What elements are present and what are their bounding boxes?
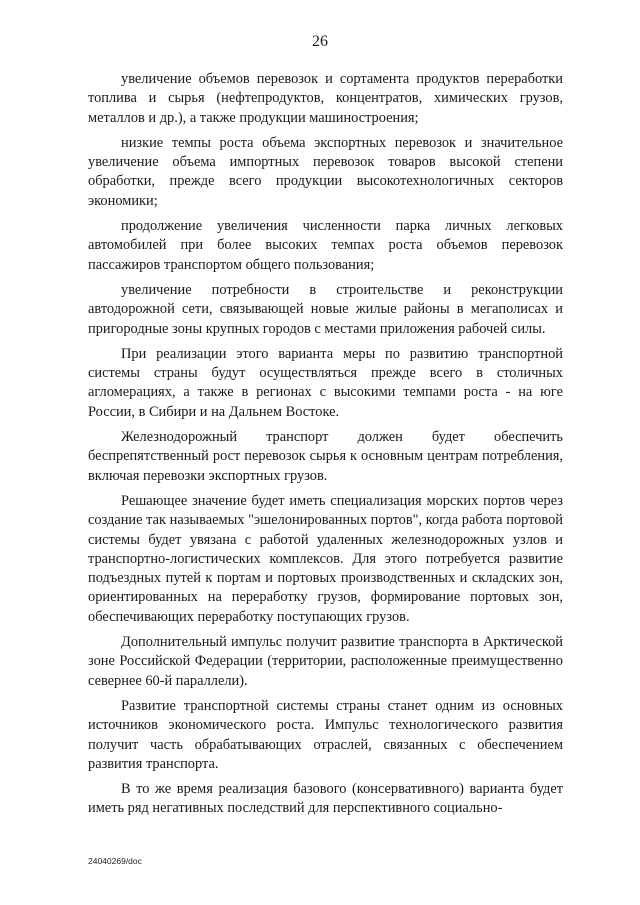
document-body [88, 70, 563, 825]
page-number: 26 [312, 33, 328, 50]
paragraph-1: увеличение объемов перевозок и сортамента продуктов переработки топлива и сырья (нефтепродуктов, концентратов, химических грузов, металлов и др.), а также продукции машиностроения; [88, 71, 563, 126]
paragraph-6: Железнодорожный транспорт должен будет обеспечить беспрепятственный рост перевозок сырья к основным центрам потребления, включая перевозки экспортных грузов. [88, 429, 563, 484]
paragraph-9: Развитие транспортной системы страны станет одним из основных источников экономического роста. Импульс технологического развития получит часть обрабатывающих отраслей, связанных с обеспечением развития транспорта. [88, 697, 563, 772]
paragraph-8: Дополнительный импульс получит развитие транспорта в Арктической зоне Российской Федерации (территории, расположенные преимущественно севернее 60-й параллели). [88, 634, 563, 689]
paragraph-2: низкие темпы роста объема экспортных перевозок и значительное увеличение объема импортных перевозок товаров высокой степени обработки, прежде всего продукции высокотехнологичных секторов экономики; [88, 134, 563, 209]
paragraph-7: Решающее значение будет иметь специализация морских портов через создание так называемых "эшелонированных портов", когда работа портовой системы будет увязана с работой удаленных железнодорожных узлов и транспортно-логистических комплексов. Для этого потребуется развитие подъездных путей к портам и портовых производственных и складских зон, ориентированных на переработку грузов, формирование портовых зон, обеспечивающих переработку поступающих грузов. [88, 492, 563, 625]
paragraph-5: При реализации этого варианта меры по развитию транспортной системы страны будут осуществляться прежде всего в столичных агломерациях, а также в регионах с высокими темпами роста - на юге России, в Сибири и на Дальнем Востоке. [88, 345, 563, 420]
document-code: 24040269/doc [88, 856, 142, 866]
paragraph-4: увеличение потребности в строительстве и реконструкции автодорожной сети, связывающей новые жилые районы в мегаполисах и пригородные зоны крупных городов с местами приложения рабочей силы. [88, 281, 563, 337]
paragraph-10: В то же время реализация базового (консервативного) варианта будет иметь ряд негативных последствий для перспективного социально- [88, 781, 563, 817]
paragraph-3: продолжение увеличения численности парка личных легковых автомобилей при более высоких темпах роста объемов перевозок пассажиров транспортом общего пользования; [88, 218, 563, 273]
